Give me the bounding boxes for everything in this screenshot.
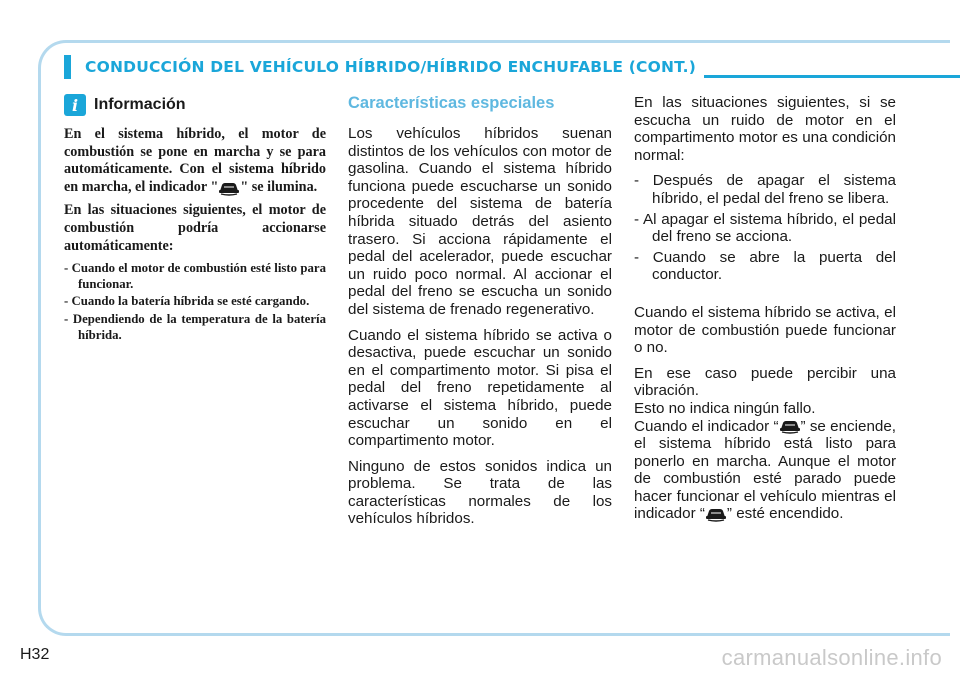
section-header — [64, 55, 960, 79]
list-item: - Al apagar el sistema híbrido, el pedal del freno se acciona. — [634, 210, 896, 246]
info-title: Información — [94, 96, 186, 113]
list-item: - Cuando la batería híbrida se esté cargando. — [64, 294, 310, 309]
page-number: H32 — [20, 646, 50, 663]
special-paragraph-1: Los vehículos híbridos suenan distintos de los vehículos con motor de gasolina. Cuando el sistema híbrido funciona puede escucharse un sonido procedente del sistema de batería híbrida situado detrás del asiento trasero. Si acciona rápidamente el pedal del acelerador, puede escuchar un ruido poco normal. Al accionar el pedal del freno se escucha un sonido del sistema de frenado regenerativo. — [348, 125, 612, 318]
ready-car-icon — [218, 180, 240, 196]
header-marker — [64, 55, 71, 79]
special-paragraph-2: Cuando el sistema híbrido se activa o desactiva, puede escuchar un sonido en el compartimento motor. Si pisa el pedal del freno repetidamente al activarse el sistema híbrido, puede escuchar un sonido en el compartimento motor. — [348, 326, 612, 450]
col3-paragraph-1: En las situaciones siguientes, si se escucha un ruido de motor en el compartimento motor es una condición normal: — [634, 94, 896, 164]
col3-paragraph-4: Esto no indica ningún fallo. — [634, 399, 816, 417]
info-box — [64, 94, 326, 345]
col3-paragraph-5-end: ” esté encendido. — [726, 505, 844, 523]
info-paragraph-1 — [64, 126, 326, 196]
col3-paragraph-5-middle: ” se enciende, el sistema híbrido está listo para ponerlo en marcha. Aunque el motor de combustión esté parado puede hacer funcionar el vehículo mientras el indicador “ — [634, 417, 897, 523]
info-list — [64, 261, 326, 343]
col3-paragraph-5 — [634, 418, 896, 524]
ready-car-icon — [705, 506, 727, 522]
info-icon: i — [64, 94, 86, 116]
watermark: carmanualsonline.info — [721, 645, 942, 670]
list-item: - Cuando el motor de combustión esté listo para funcionar. — [64, 261, 326, 291]
special-features-section — [348, 94, 612, 536]
info-paragraph-1-end: " se ilumina. — [240, 178, 318, 195]
info-paragraph-1-start: En el sistema híbrido, el motor de combustión se pone en marcha y se para automáticamente. Con el sistema híbrido en marcha, el indicador " — [64, 126, 326, 195]
page-title: CONDUCCIÓN DEL VEHÍCULO HÍBRIDO/HÍBRIDO ENCHUFABLE (CONT.) — [85, 58, 696, 76]
special-paragraph-3: Ninguno de estos sonidos indica un problema. Se trata de las características normales de los vehículos híbridos. — [348, 457, 612, 528]
list-item: - Cuando se abre la puerta del conductor. — [634, 248, 896, 284]
column-3 — [634, 94, 896, 531]
col3-paragraph-3: En ese caso puede percibir una vibración. — [634, 364, 896, 400]
col3-paragraph-2: Cuando el sistema híbrido se activa, el motor de combustión puede funcionar o no. — [634, 303, 896, 357]
col3-paragraph-5-start: Cuando el indicador “ — [634, 417, 779, 435]
header-rule — [704, 75, 960, 78]
ready-car-icon — [779, 418, 801, 434]
col3-list — [634, 172, 896, 284]
info-paragraph-2: En las situaciones siguientes, el motor de combustión podría accionarse automáticamente: — [64, 202, 326, 254]
list-item: - Dependiendo de la temperatura de la batería híbrida. — [64, 311, 326, 342]
section-title: Características especiales — [348, 94, 555, 112]
list-item: - Después de apagar el sistema híbrido, el pedal del freno se libera. — [634, 172, 896, 207]
info-heading — [64, 94, 326, 116]
